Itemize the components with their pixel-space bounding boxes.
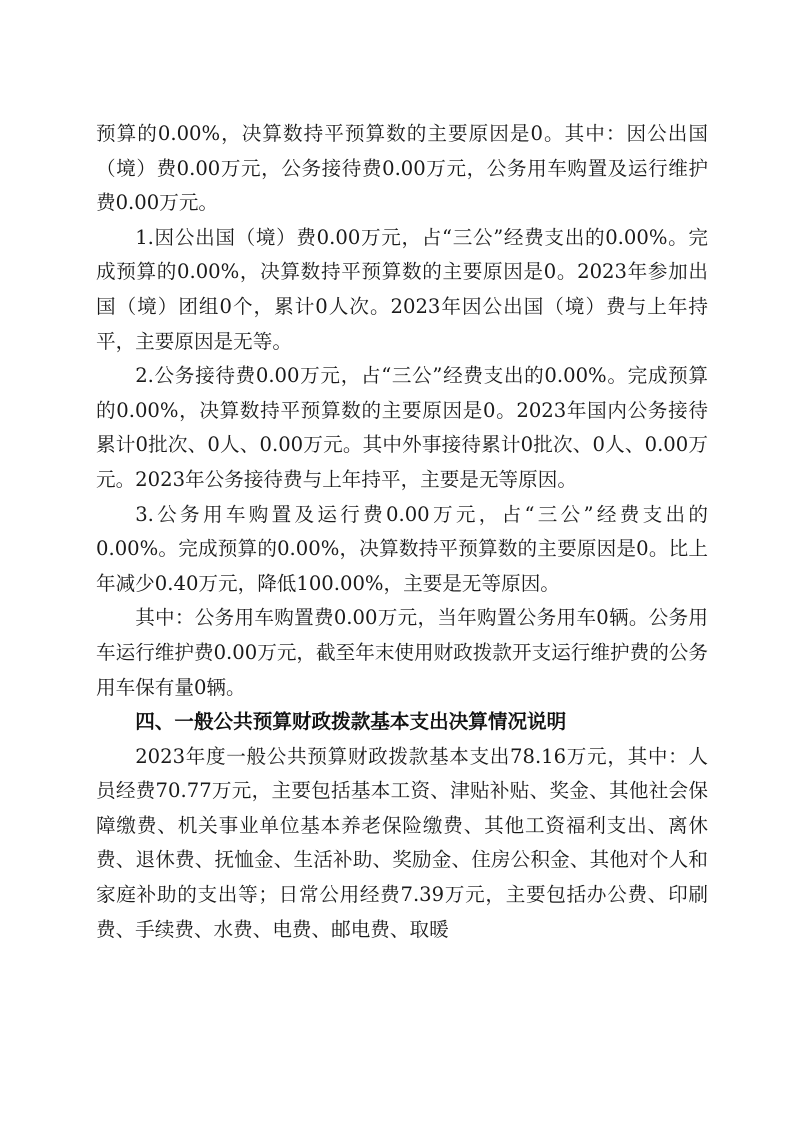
paragraph-official-vehicle-expense: 3.公务用车购置及运行费0.00万元，占“三公”经费支出的0.00%。完成预算的0.00%，决算数持平预算数的主要原因是0。比上年减少0.40万元，降低100.00%，主要是无等原因。 xyxy=(96,502,708,595)
paragraph-overseas-travel-expense: 1.因公出国（境）费0.00万元，占“三公”经费支出的0.00%。完成预算的0.00%，决算数持平预算数的主要原因是0。2023年参加出国（境）团组0个，累计0人次。2023年因公出国（境）费与上年持平，主要原因是无等。 xyxy=(96,225,708,353)
section-heading-basic-expenditure: 四、一般公共预算财政拨款基本支出决算情况说明 xyxy=(135,710,567,734)
paragraph-three-public-summary-continued: 预算的0.00%，决算数持平预算数的主要原因是0。其中：因公出国（境）费0.00万元，公务接待费0.00万元，公务用车购置及运行维护费0.00万元。 xyxy=(96,122,708,215)
paragraph-official-reception-expense: 2.公务接待费0.00万元，占“三公”经费支出的0.00%。完成预算的0.00%，决算数持平预算数的主要原因是0。2023年国内公务接待累计0批次、0人、0.00万元。其中外事接待累计0批次、0人、0.00万元。2023年公务接待费与上年持平，主要是无等原因。 xyxy=(96,364,708,491)
document-body xyxy=(96,117,708,947)
paragraph-basic-expenditure-details: 2023年度一般公共预算财政拨款基本支出78.16万元，其中：人员经费70.77万元，主要包括基本工资、津贴补贴、奖金、其他社会保障缴费、机关事业单位基本养老保险缴费、其他工资福利支出、离休费、退休费、抚恤金、生活补助、奖励金、住房公积金、其他对个人和家庭补助的支出等；日常公用经费7.39万元，主要包括办公费、印刷费、手续费、水费、电费、邮电费、取暖 xyxy=(96,744,708,941)
paragraph-vehicle-purchase-maintenance: 其中：公务用车购置费0.00万元，当年购置公务用车0辆。公务用车运行维护费0.00万元，截至年末使用财政拨款开支运行维护费的公务用车保有量0辆。 xyxy=(96,606,708,699)
